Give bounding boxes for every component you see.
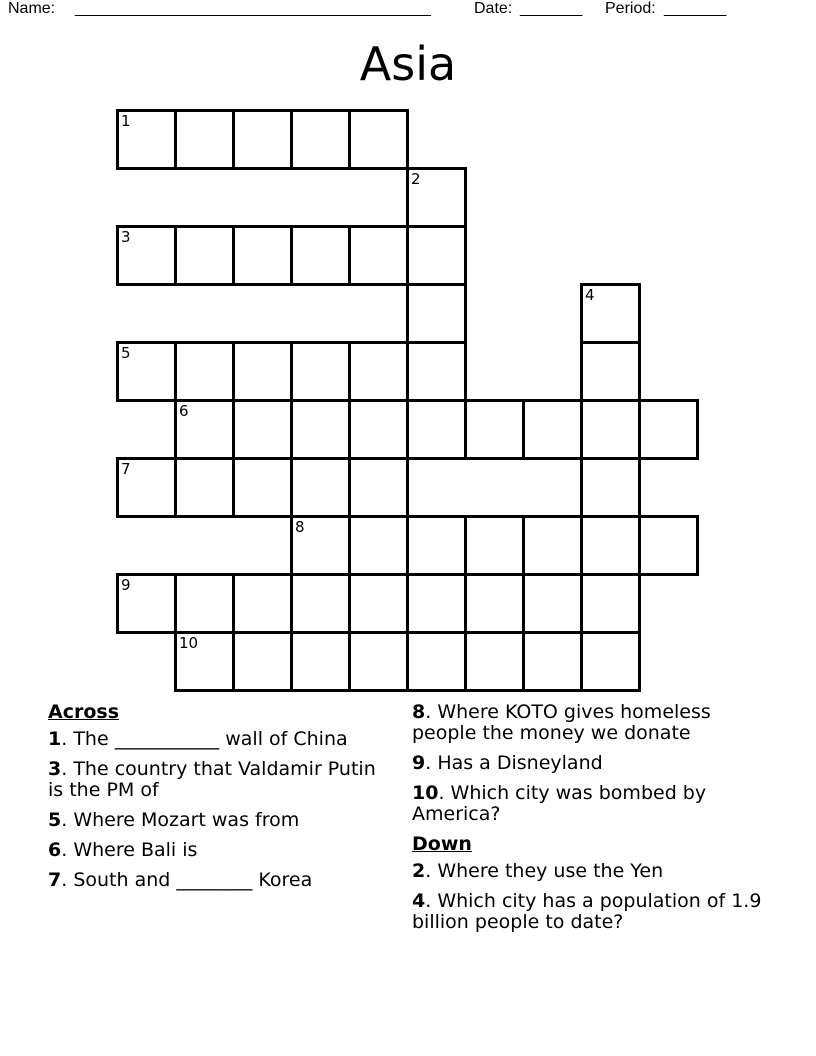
clues-left-column — [48, 702, 378, 900]
crossword-cell[interactable] — [290, 399, 351, 460]
crossword-cell[interactable] — [116, 457, 177, 518]
crossword-cell[interactable] — [638, 515, 699, 576]
clue-text: . Where Bali is — [61, 839, 198, 861]
clue-across-6 — [48, 840, 378, 861]
clue-number: 4 — [412, 890, 426, 912]
crossword-cell[interactable] — [174, 631, 235, 692]
clue-number: 2 — [412, 860, 426, 882]
crossword-cell[interactable] — [290, 631, 351, 692]
crossword-cell[interactable] — [406, 515, 467, 576]
clue-text: . Where KOTO gives homeless people the money we donate — [412, 701, 711, 744]
crossword-cell[interactable] — [116, 109, 177, 170]
crossword-cell[interactable] — [174, 109, 235, 170]
crossword-cell[interactable] — [522, 631, 583, 692]
crossword-cell[interactable] — [116, 225, 177, 286]
period-blank[interactable]: _______ — [664, 0, 727, 17]
crossword-cell[interactable] — [290, 515, 351, 576]
crossword-cell[interactable] — [406, 283, 467, 344]
crossword-cell[interactable] — [580, 457, 641, 518]
clue-text: . The country that Valdamir Putin is the PM of — [48, 758, 376, 801]
clue-text: . Where Mozart was from — [61, 809, 300, 831]
period-label: Period: — [605, 0, 656, 17]
cell-number: 2 — [411, 170, 421, 188]
crossword-cell[interactable] — [348, 573, 409, 634]
crossword-cell[interactable] — [406, 399, 467, 460]
clue-number: 9 — [412, 752, 426, 774]
crossword-cell[interactable] — [232, 399, 293, 460]
clue-number: 8 — [412, 701, 426, 723]
crossword-cell[interactable] — [464, 399, 525, 460]
crossword-cell[interactable] — [522, 399, 583, 460]
crossword-cell[interactable] — [174, 573, 235, 634]
crossword-cell[interactable] — [348, 515, 409, 576]
crossword-cell[interactable] — [464, 631, 525, 692]
crossword-cell[interactable] — [348, 225, 409, 286]
clue-text: . Has a Disneyland — [425, 752, 603, 774]
crossword-cell[interactable] — [464, 573, 525, 634]
clue-down-2 — [412, 861, 772, 882]
crossword-cell[interactable] — [406, 573, 467, 634]
cell-number: 3 — [121, 228, 131, 246]
crossword-cell[interactable] — [638, 399, 699, 460]
clue-number: 1 — [48, 728, 62, 750]
clue-text: . Which city was bombed by America? — [412, 782, 707, 825]
clue-number: 5 — [48, 809, 62, 831]
clue-across-9 — [412, 753, 772, 774]
cell-number: 10 — [179, 634, 199, 652]
crossword-cell[interactable] — [580, 283, 641, 344]
crossword-cell[interactable] — [290, 573, 351, 634]
crossword-cell[interactable] — [464, 515, 525, 576]
clue-text: . South and ________ Korea — [61, 869, 313, 891]
crossword-cell[interactable] — [348, 109, 409, 170]
down-heading: Down — [412, 833, 472, 855]
crossword-cell[interactable] — [348, 631, 409, 692]
cell-number: 6 — [179, 402, 189, 420]
crossword-cell[interactable] — [290, 109, 351, 170]
cell-number: 7 — [121, 460, 131, 478]
crossword-cell[interactable] — [232, 341, 293, 402]
crossword-cell[interactable] — [290, 225, 351, 286]
clue-across-10 — [412, 783, 772, 825]
crossword-cell[interactable] — [406, 341, 467, 402]
clue-across-7 — [48, 870, 378, 891]
crossword-cell[interactable] — [232, 457, 293, 518]
name-label: Name: — [8, 0, 56, 17]
name-blank[interactable]: ________________________________________ — [75, 0, 431, 17]
date-blank[interactable]: _______ — [520, 0, 583, 17]
crossword-grid — [116, 109, 700, 693]
crossword-cell[interactable] — [580, 341, 641, 402]
crossword-cell[interactable] — [174, 457, 235, 518]
crossword-cell[interactable] — [406, 631, 467, 692]
crossword-cell[interactable] — [348, 457, 409, 518]
crossword-cell[interactable] — [232, 631, 293, 692]
crossword-cell[interactable] — [116, 573, 177, 634]
crossword-cell[interactable] — [522, 515, 583, 576]
clue-across-1 — [48, 729, 378, 750]
crossword-cell[interactable] — [348, 341, 409, 402]
clues-right-column — [412, 702, 772, 942]
crossword-cell[interactable] — [174, 399, 235, 460]
clue-down-4 — [412, 891, 772, 933]
worksheet-header — [0, 0, 816, 20]
crossword-cell[interactable] — [232, 225, 293, 286]
crossword-cell[interactable] — [580, 515, 641, 576]
crossword-cell[interactable] — [406, 225, 467, 286]
date-label: Date: — [474, 0, 513, 17]
crossword-cell[interactable] — [580, 573, 641, 634]
clue-number: 3 — [48, 758, 62, 780]
crossword-cell[interactable] — [232, 573, 293, 634]
clue-across-5 — [48, 810, 378, 831]
clue-text: . Where they use the Yen — [425, 860, 664, 882]
crossword-cell[interactable] — [522, 573, 583, 634]
clue-text: . Which city has a population of 1.9 billion people to date? — [412, 890, 762, 933]
crossword-cell[interactable] — [290, 457, 351, 518]
clue-number: 6 — [48, 839, 62, 861]
across-heading: Across — [48, 701, 120, 723]
crossword-cell[interactable] — [348, 399, 409, 460]
cell-number: 5 — [121, 344, 131, 362]
crossword-cell[interactable] — [174, 341, 235, 402]
cell-number: 8 — [295, 518, 305, 536]
clue-text: . The ___________ wall of China — [61, 728, 348, 750]
clue-number: 10 — [412, 782, 439, 804]
page-title: Asia — [359, 37, 457, 91]
crossword-cell[interactable] — [116, 341, 177, 402]
crossword-cell[interactable] — [174, 225, 235, 286]
clue-number: 7 — [48, 869, 62, 891]
cell-number: 4 — [585, 286, 595, 304]
crossword-cell[interactable] — [406, 167, 467, 228]
crossword-cell[interactable] — [232, 109, 293, 170]
crossword-cell[interactable] — [290, 341, 351, 402]
crossword-cell[interactable] — [580, 631, 641, 692]
clue-across-8 — [412, 702, 772, 744]
crossword-cell[interactable] — [580, 399, 641, 460]
clue-across-3 — [48, 759, 378, 801]
cell-number: 9 — [121, 576, 131, 594]
cell-number: 1 — [121, 112, 131, 130]
